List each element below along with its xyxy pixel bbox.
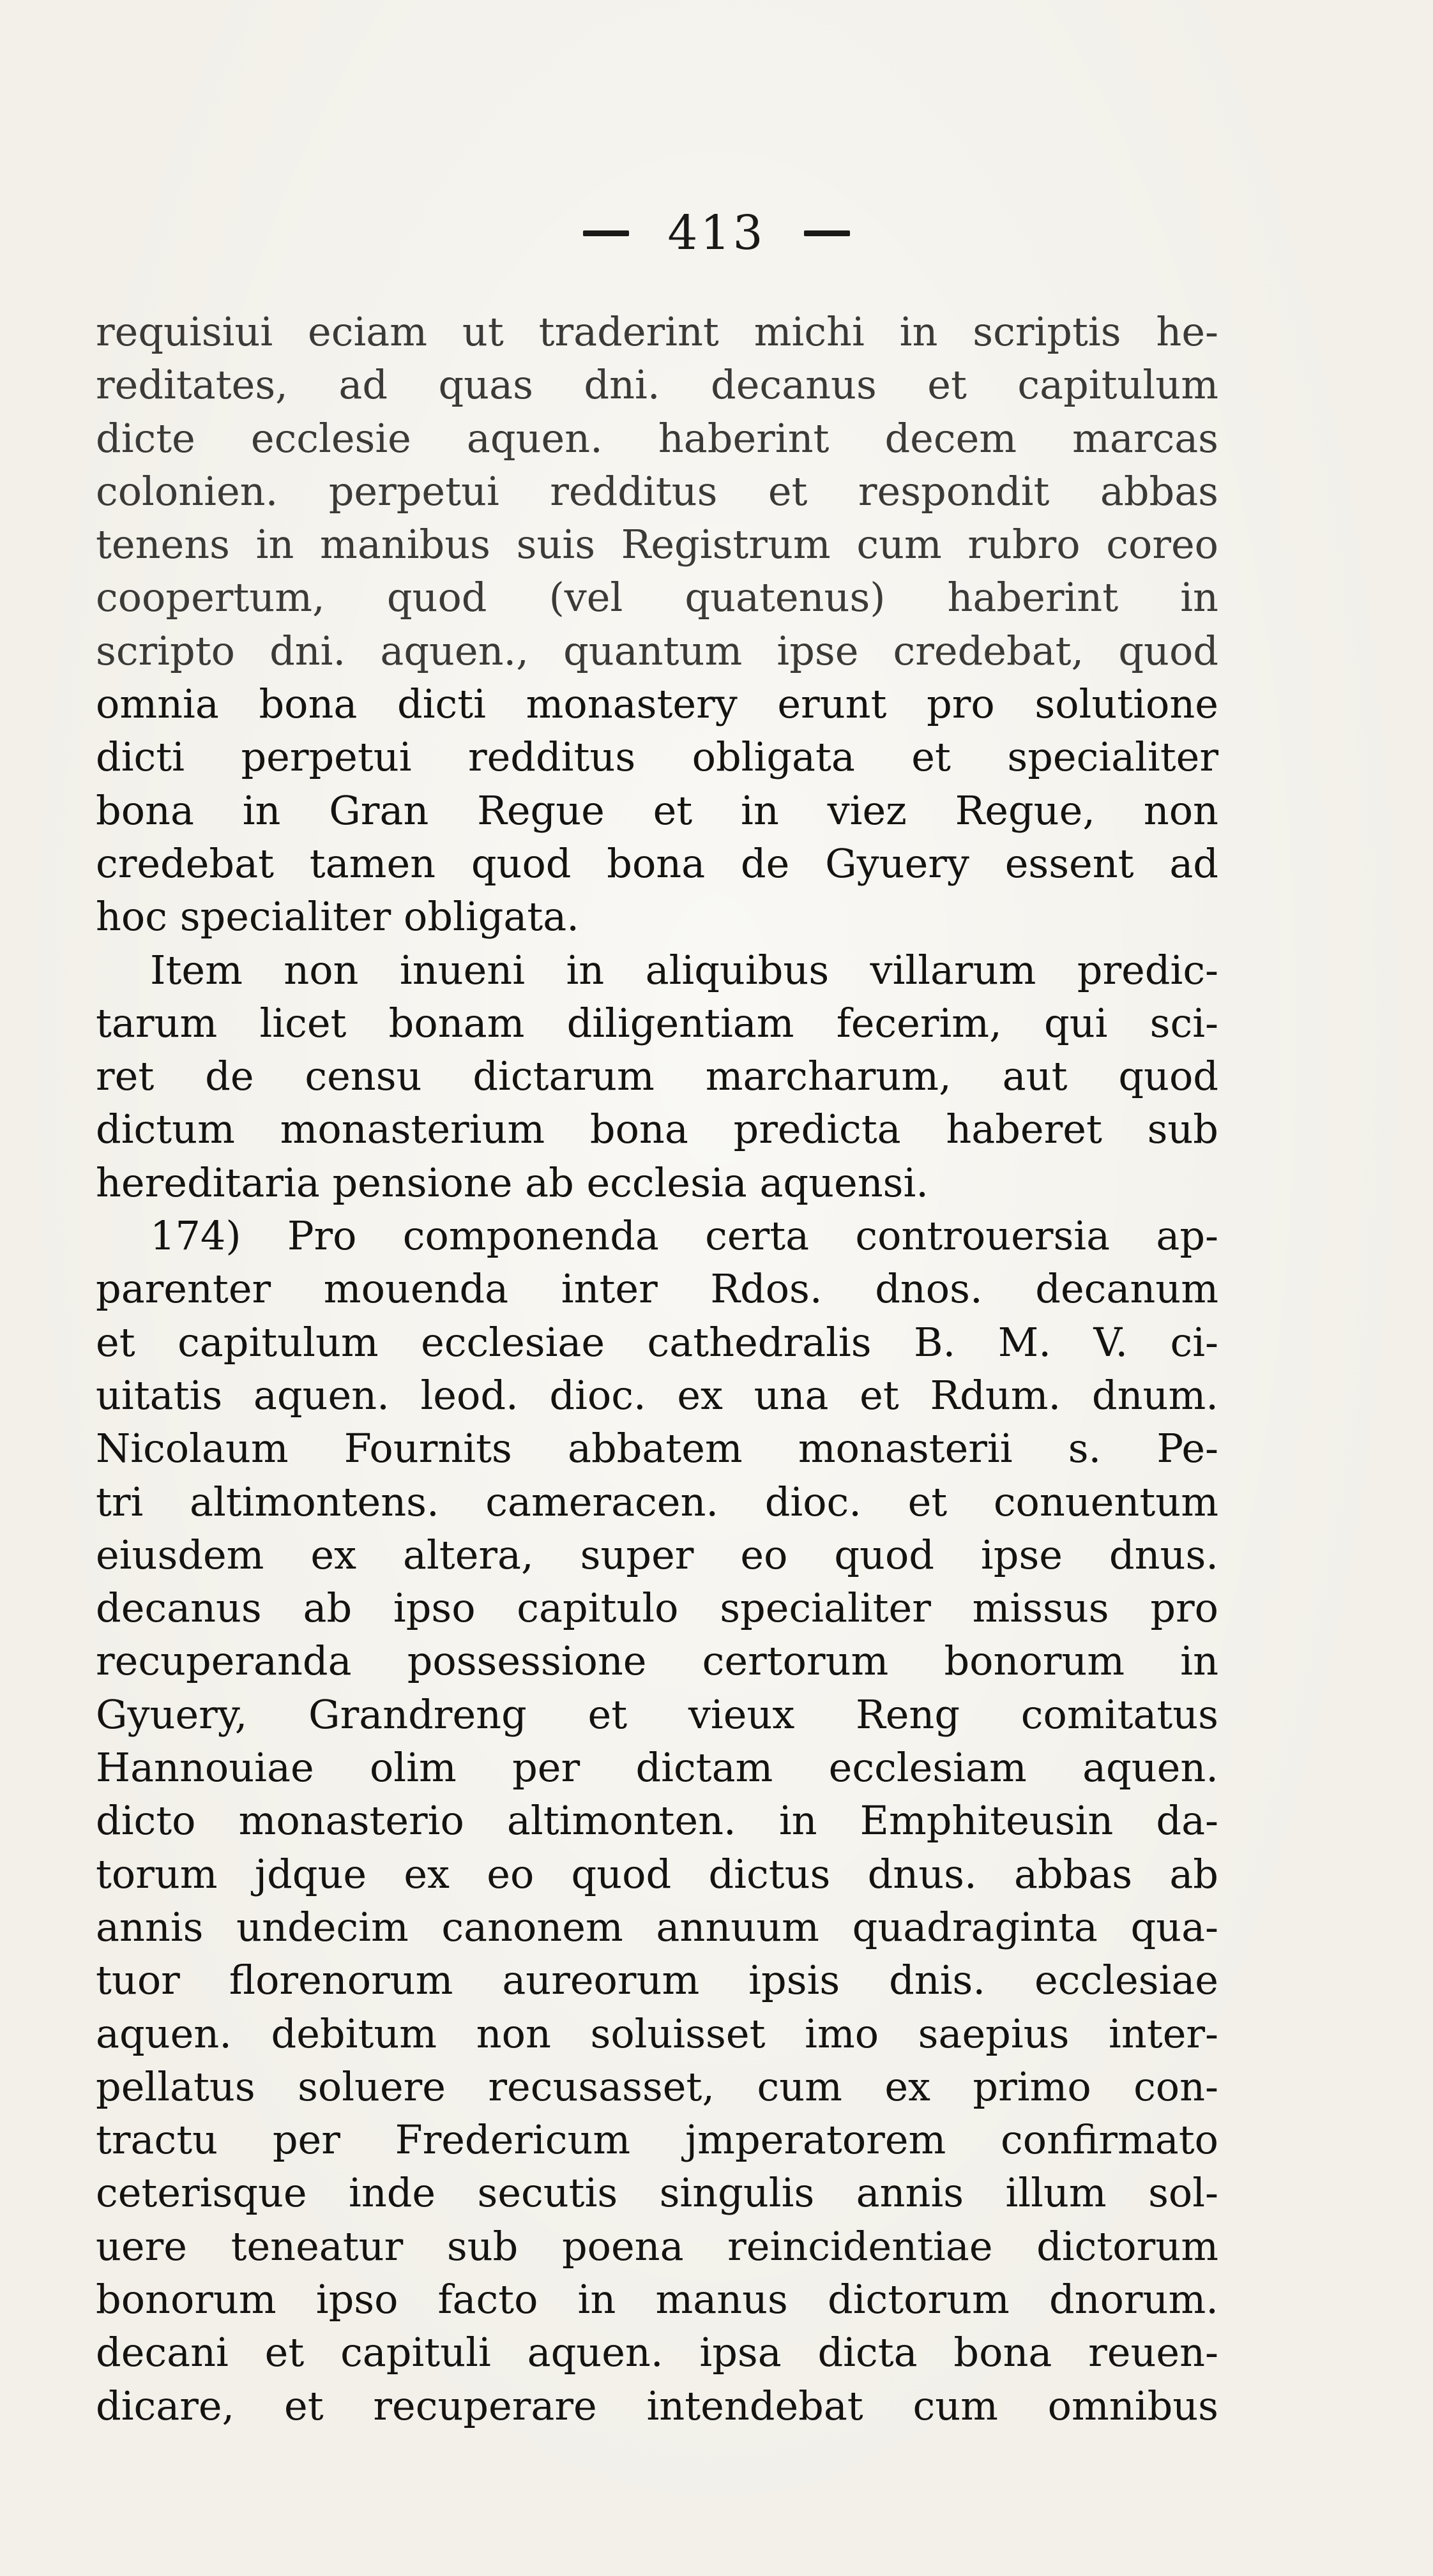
- text-line: et capitulum ecclesiae cathedralis B. M. V. ci-: [96, 1318, 1218, 1366]
- text-line: bonorum ipso facto in manus dictorum dnorum.: [96, 2275, 1218, 2323]
- text-line: dicto monasterio altimonten. in Emphiteusin da-: [96, 1797, 1218, 1844]
- page-number: 413: [667, 206, 766, 260]
- text-line: pellatus soluere recusasset, cum ex primo con-: [96, 2063, 1218, 2110]
- text-line: tenens in manibus suis Registrum cum rubro coreo: [96, 521, 1218, 568]
- text-line: tri altimontens. cameracen. dioc. et conuentum: [96, 1478, 1218, 1525]
- text-line: dicare, et recuperare intendebat cum omnibus: [96, 2382, 1218, 2429]
- text-line: hereditaria pensione ab ecclesia aquensi.: [96, 1159, 929, 1206]
- text-line: requisiui eciam ut traderint michi in scriptis he-: [96, 308, 1218, 355]
- text-line: hoc specialiter obligata.: [96, 893, 579, 940]
- text-line: ceterisque inde secutis singulis annis illum sol-: [96, 2169, 1218, 2217]
- text-line: uitatis aquen. leod. dioc. ex una et Rdum. dnum.: [96, 1371, 1218, 1419]
- text-line: tuor florenorum aureorum ipsis dnis. ecclesiae: [96, 1957, 1218, 2004]
- body-text: [96, 305, 1218, 2432]
- text-line: Nicolaum Fournits abbatem monasterii s. Pe-: [96, 1425, 1218, 1472]
- text-line: Hannouiae olim per dictam ecclesiam aquen.: [96, 1744, 1218, 1791]
- text-line: parenter mouenda inter Rdos. dnos. decanum: [96, 1265, 1218, 1313]
- text-line: Item non inueni in aliquibus villarum predic-: [150, 946, 1218, 993]
- text-line: bona in Gran Regue et in viez Regue, non: [96, 787, 1218, 834]
- text-line: omnia bona dicti monastery erunt pro solutione: [96, 681, 1218, 728]
- text-line: dictum monasterium bona predicta haberet sub: [96, 1106, 1218, 1153]
- right-dash: [804, 230, 850, 236]
- page-header: [0, 198, 1433, 268]
- text-line: credebat tamen quod bona de Gyuery essent ad: [96, 840, 1218, 887]
- text-line: decani et capituli aquen. ipsa dicta bona reuen-: [96, 2329, 1218, 2376]
- text-line: 174) Pro componenda certa controuersia ap-: [150, 1212, 1218, 1260]
- text-line: decanus ab ipso capitulo specialiter missus pro: [96, 1585, 1218, 1632]
- text-line: Gyuery, Grandreng et vieux Reng comitatus: [96, 1691, 1218, 1738]
- text-line: eiusdem ex altera, super eo quod ipse dnus.: [96, 1531, 1218, 1578]
- text-line: torum jdque ex eo quod dictus dnus. abbas ab: [96, 1850, 1218, 1897]
- text-line: recuperanda possessione certorum bonorum in: [96, 1638, 1218, 1685]
- text-line: dicti perpetui redditus obligata et specialiter: [96, 734, 1218, 781]
- text-line: tractu per Fredericum jmperatorem confirmato: [96, 2116, 1218, 2164]
- text-line: reditates, ad quas dni. decanus et capitulum: [96, 361, 1218, 409]
- text-line: dicte ecclesie aquen. haberint decem marcas: [96, 414, 1218, 462]
- text-line: annis undecim canonem annuum quadraginta qua-: [96, 1903, 1218, 1950]
- text-line: tarum licet bonam diligentiam fecerim, qui sci-: [96, 999, 1218, 1046]
- left-dash: [583, 230, 629, 236]
- text-line: scripto dni. aquen., quantum ipse credebat, quod: [96, 627, 1218, 674]
- text-line: colonien. perpetui redditus et respondit abbas: [96, 467, 1218, 515]
- text-line: uere teneatur sub poena reincidentiae dictorum: [96, 2222, 1218, 2270]
- text-line: ret de censu dictarum marcharum, aut quod: [96, 1053, 1218, 1100]
- text-line: coopertum, quod (vel quatenus) haberint in: [96, 574, 1218, 621]
- text-line: aquen. debitum non soluisset imo saepius inter-: [96, 2010, 1218, 2057]
